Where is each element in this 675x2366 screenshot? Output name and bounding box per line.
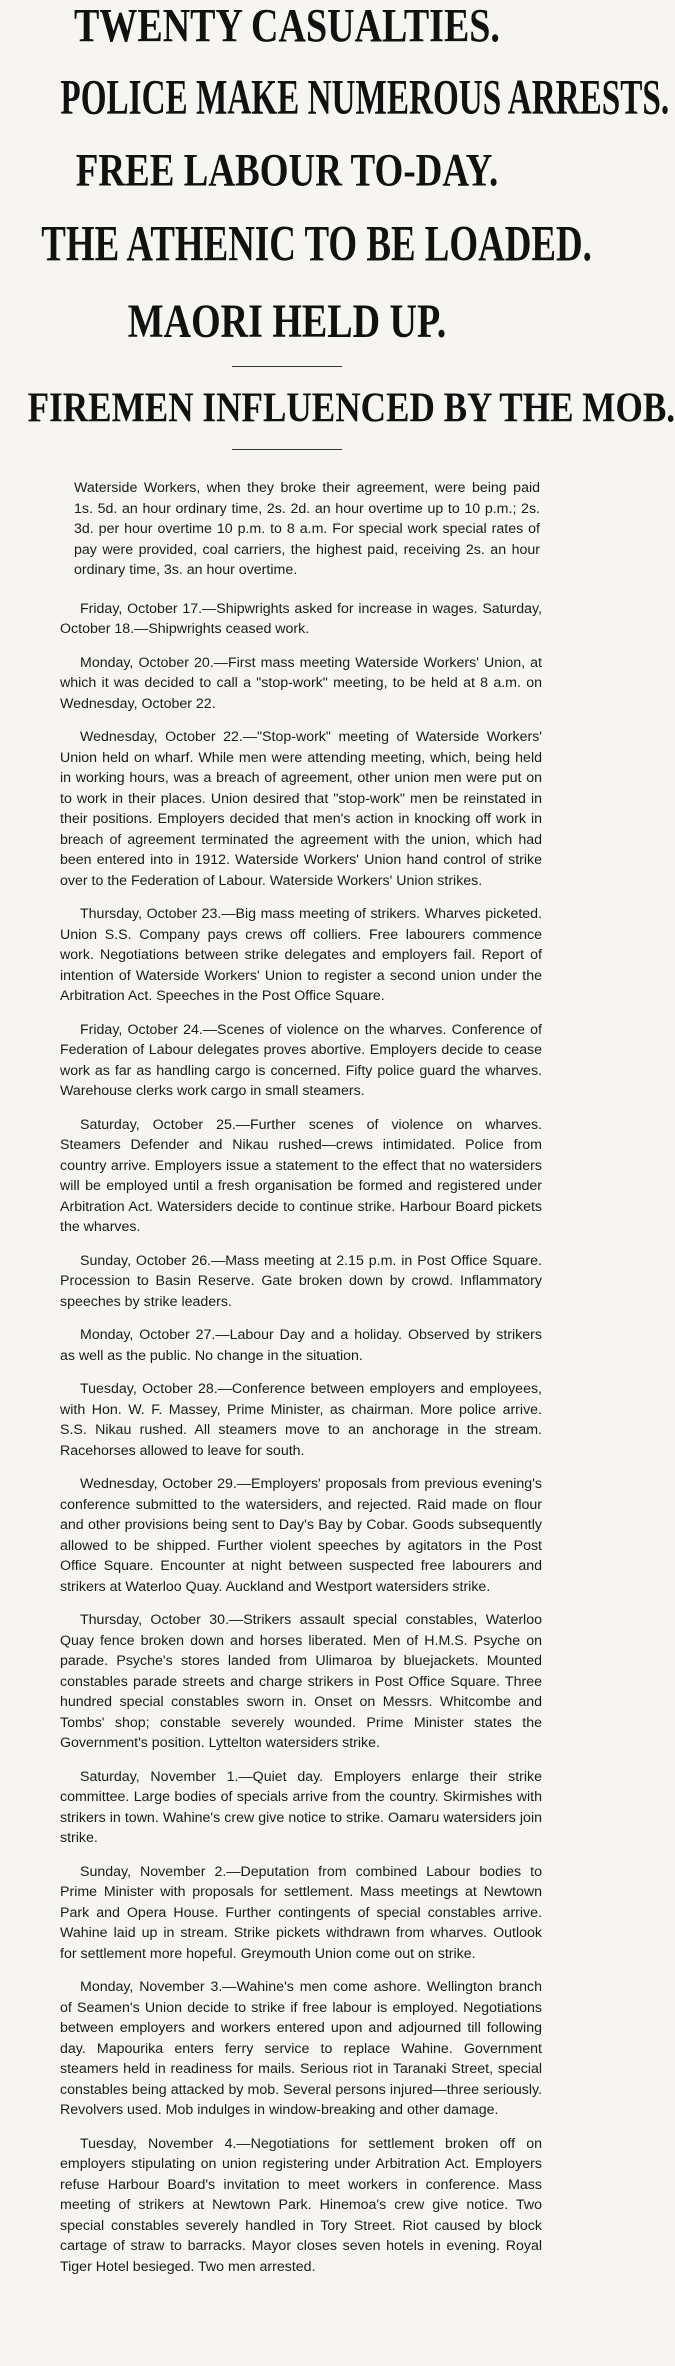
chronology-entry-oct-29: Wednesday, October 29.—Employers' proposals from previous evening's conference submitted to the watersiders, and rejected. Raid made on flour and other provisions being sent to Day's Bay by Cobar. Goods subsequently allowed to be shipped. Further violent speeches by agitators in the Post Office Square. Encounter at night between suspected free labourers and strikers at Waterloo Quay. Auckland and Westport watersiders strike. — [60, 1476, 542, 1595]
headline-firemen: FIREMEN INFLUENCED BY THE MOB. — [27, 384, 675, 432]
chronology-entry-oct-22: Wednesday, October 22.—"Stop-work" meeting of Waterside Workers' Union held on wharf. While men were attending meeting, which, being held in working hours, was a breach of agreement, other union men were put on to work in their places. Union desired that "stop-work" men be reinstated in their positions. Employers decided that men's action in knocking off work in breach of agreement terminated the agreement with the union, which had been entered into in 1912. Waterside Workers' Union hand control of strike over to the Federation of Labour. Waterside Workers' Union strikes. — [60, 729, 542, 889]
chronology-entry-oct-23: Thursday, October 23.—Big mass meeting of strikers. Wharves picketed. Union S.S. Company pays crews off colliers. Free labourers commence work. Negotiations between strike delegates and employers fail. Report of intention of Waterside Workers' Union to register a second union under the Arbitration Act. Speeches in the Post Office Square. — [60, 906, 542, 1004]
divider-rule — [232, 366, 342, 367]
chronology-entry-oct-25: Saturday, October 25.—Further scenes of violence on wharves. Steamers Defender and Nikau rushed—crews intimidated. Police from country arrive. Employers issue a statement to the effect that no watersiders will be employed until a fresh organisation be formed and registered under Arbitration Act. Watersiders decide to continue strike. Harbour Board pickets the wharves. — [60, 1116, 542, 1235]
intro-paragraph: Waterside Workers, when they broke their agreement, were being paid 1s. 5d. an hour ordinary time, 2s. 2d. an hour overtime up to 10 p.m.; 2s. 3d. per hour overtime 10 p.m. to 8 a.m. For special work special rates of pay were provided, coal carriers, the highest paid, receiving 2s. an hour ordinary time, 3s. an hour overtime. — [74, 480, 540, 578]
chronology-entry-nov-3: Monday, November 3.—Wahine's men come ashore. Wellington branch of Seamen's Union decide to strike if free labour is employed. Negotiations between employers and workers entered upon and adjourned till following day. Mapourika enters ferry service to replace Wahine. Government steamers held in readiness for mails. Serious riot in Taranaki Street, special constables being attacked by mob. Several persons injured—three seriously. Revolvers used. Mob indulges in window-breaking and other damage. — [60, 1979, 542, 2118]
divider-rule — [232, 449, 342, 450]
headline-athenic: THE ATHENIC TO BE LOADED. — [41, 214, 592, 272]
headline-maori: MAORI HELD UP. — [127, 295, 447, 348]
chronology-entry-oct-24: Friday, October 24.—Scenes of violence on the wharves. Conference of Federation of Labour delegates proves abortive. Employers decide to cease work as far as handling cargo is concerned. Fifty police guard the wharves. Warehouse clerks work cargo in small steamers. — [60, 1021, 542, 1099]
chronology-entry-oct-17: Friday, October 17.—Shipwrights asked for increase in wages. Saturday, October 18.—Shipwrights ceased work. — [60, 600, 542, 637]
chronology-entry-oct-26: Sunday, October 26.—Mass meeting at 2.15 p.m. in Post Office Square. Procession to Basin Reserve. Gate broken down by crowd. Inflammatory speeches by strike leaders. — [60, 1252, 542, 1310]
headline-arrests: POLICE MAKE NUMEROUS ARRESTS. — [60, 68, 670, 125]
headline-free-labour: FREE LABOUR TO-DAY. — [75, 145, 499, 197]
chronology-entry-nov-2: Sunday, November 2.—Deputation from combined Labour bodies to Prime Minister with proposals for settlement. Mass meetings at Newtown Park and Opera House. Further contingents of special constables arrive. Wahine laid up in stream. Strike pickets withdrawn from wharves. Outlook for settlement more hopeful. Greymouth Union come out on strike. — [60, 1863, 542, 1962]
chronology-entry-oct-28: Tuesday, October 28.—Conference between employers and employees, with Hon. W. F. Massey, Prime Minister, as chairman. More police arrive. S.S. Nikau rushed. All steamers move to an anchorage in the stream. Racehorses allowed to leave for south. — [60, 1381, 542, 1459]
chronology-entry-oct-20: Monday, October 20.—First mass meeting Waterside Workers' Union, at which it was decided to call a "stop-work" meeting, to be held at 8 a.m. on Wednesday, October 22. — [60, 654, 542, 712]
headline-casualties: TWENTY CASUALTIES. — [74, 0, 500, 53]
chronology-entry-nov-1: Saturday, November 1.—Quiet day. Employers enlarge their strike committee. Large bodies of specials arrive from the country. Skirmishes with strikers in town. Wahine's crew give notice to strike. Oamaru watersiders join strike. — [60, 1768, 542, 1846]
chronology-list — [14, 599, 560, 2278]
chronology-entry-oct-30: Thursday, October 30.—Strikers assault special constables, Waterloo Quay fence broken down and horses liberated. Men of H.M.S. Psyche on parade. Psyche's stores landed from Ulimaroa by bluejackets. Mounted constables parade streets and charge strikers in Post Office Square. Three hundred special constables sworn in. Onset on Messrs. Whitcombe and Tombs' shop; constable severely wounded. Prime Minister states the Government's position. Lyttelton watersiders strike. — [60, 1612, 542, 1751]
chronology-entry-oct-27: Monday, October 27.—Labour Day and a holiday. Observed by strikers as well as the public. No change in the situation. — [60, 1327, 542, 1364]
chronology-entry-nov-4: Tuesday, November 4.—Negotiations for settlement broken off on employers stipulating on union registering under Arbitration Act. Employers refuse Harbour Board's invitation to meet workers in conference. Mass meeting of strikers at Newtown Park. Hinemoa's crew give notice. Two special constables severely handled in Tory Street. Riot caused by block cartage of straw to barracks. Mayor closes seven hotels in evening. Royal Tiger Hotel besieged. Two men arrested. — [60, 2135, 542, 2275]
